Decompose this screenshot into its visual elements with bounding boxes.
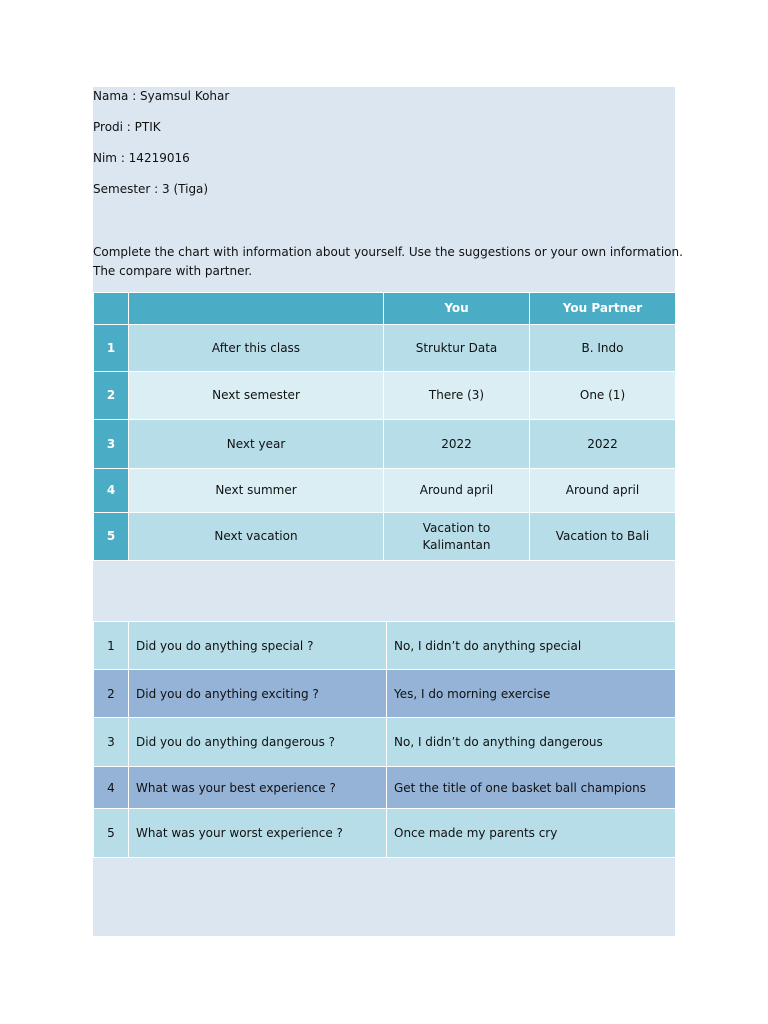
row-partner: Around april (530, 469, 676, 513)
row-question: Did you do anything dangerous ? (129, 718, 387, 767)
table-row (94, 809, 676, 858)
table-row (94, 622, 676, 670)
row-answer: Get the title of one basket ball champions (387, 767, 676, 809)
row-question: Did you do anything exciting ? (129, 670, 387, 718)
row-number: 2 (94, 670, 129, 718)
student-semester: Semester : 3 (Tiga) (93, 182, 209, 196)
header-number (94, 293, 129, 325)
header-you: You (384, 293, 530, 325)
row-item: Next summer (129, 469, 384, 513)
table-row (94, 420, 676, 469)
row-number: 2 (94, 372, 129, 420)
row-answer: Yes, I do morning exercise (387, 670, 676, 718)
row-item: Next semester (129, 372, 384, 420)
row-item: After this class (129, 325, 384, 372)
row-answer: No, I didn’t do anything dangerous (387, 718, 676, 767)
row-partner: Vacation to Bali (530, 513, 676, 561)
student-name: Nama : Syamsul Kohar (93, 89, 230, 103)
row-number: 5 (94, 513, 129, 561)
table-row (94, 767, 676, 809)
plans-table (93, 292, 676, 561)
row-question: Did you do anything special ? (129, 622, 387, 670)
student-nim: Nim : 14219016 (93, 151, 190, 165)
row-answer: No, I didn’t do anything special (387, 622, 676, 670)
row-question: What was your worst experience ? (129, 809, 387, 858)
row-you: Vacation to Kalimantan (384, 513, 530, 561)
row-item: Next vacation (129, 513, 384, 561)
row-item: Next year (129, 420, 384, 469)
table-row (94, 513, 676, 561)
row-question: What was your best experience ? (129, 767, 387, 809)
row-number: 3 (94, 718, 129, 767)
row-answer: Once made my parents cry (387, 809, 676, 858)
row-number: 4 (94, 469, 129, 513)
row-you: There (3) (384, 372, 530, 420)
table-row (94, 469, 676, 513)
header-partner: You Partner (530, 293, 676, 325)
instruction-text: Complete the chart with information about yourself. Use the suggestions or your own information. The compare with partner. (93, 245, 683, 278)
questions-table (93, 621, 676, 858)
plans-table-header (94, 293, 676, 325)
row-number: 1 (94, 622, 129, 670)
row-number: 5 (94, 809, 129, 858)
table-row (94, 325, 676, 372)
row-partner: 2022 (530, 420, 676, 469)
header-item (129, 293, 384, 325)
row-number: 3 (94, 420, 129, 469)
table-row (94, 670, 676, 718)
table-row (94, 718, 676, 767)
row-number: 4 (94, 767, 129, 809)
table-row (94, 372, 676, 420)
student-prodi: Prodi : PTIK (93, 120, 161, 134)
row-you: 2022 (384, 420, 530, 469)
row-partner: One (1) (530, 372, 676, 420)
row-you: Struktur Data (384, 325, 530, 372)
row-number: 1 (94, 325, 129, 372)
row-partner: B. Indo (530, 325, 676, 372)
row-you: Around april (384, 469, 530, 513)
